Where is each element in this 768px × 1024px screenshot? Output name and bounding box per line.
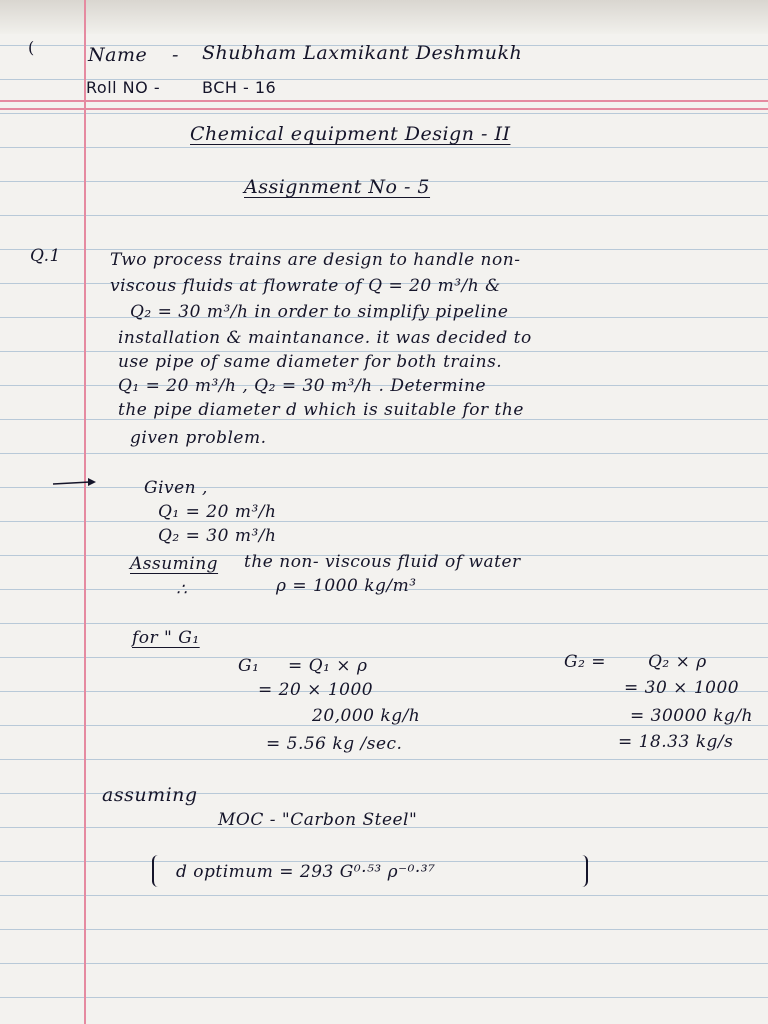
name-label: Name	[88, 44, 148, 66]
for-g1-label: for " G₁	[132, 628, 200, 648]
question-line-8: given problem.	[130, 428, 267, 448]
g1-equation: = Q₁ × ρ	[288, 656, 368, 676]
name-dash: -	[172, 44, 179, 66]
moc-text: MOC - "Carbon Steel"	[218, 810, 418, 830]
g2-step-2: = 30000 kg/h	[630, 706, 753, 726]
question-line-2: viscous fluids at flowrate of Q = 20 m³/h &	[110, 276, 501, 296]
g2-equation: Q₂ × ρ	[648, 652, 707, 672]
header-red-rule-2	[0, 108, 768, 110]
question-line-4: installation & maintanance. it was decided to	[118, 328, 532, 348]
given-q2: Q₂ = 30 m³/h	[158, 526, 277, 546]
roll-value: BCH - 16	[202, 78, 277, 97]
question-line-3: Q₂ = 30 m³/h in order to simplify pipeline	[130, 302, 509, 322]
g1-step-2: 20,000 kg/h	[312, 706, 421, 726]
given-label: Given ,	[144, 478, 208, 498]
question-number: Q.1	[30, 246, 61, 266]
question-line-7: the pipe diameter d which is suitable for the	[118, 400, 524, 420]
assignment-title: Assignment No - 5	[244, 176, 431, 198]
page-top-shadow	[0, 0, 768, 34]
question-line-6: Q₁ = 20 m³/h , Q₂ = 30 m³/h . Determine	[118, 376, 487, 396]
subject-title: Chemical equipment Design - II	[190, 123, 511, 145]
therefore-symbol: ∴	[176, 580, 188, 600]
header-red-rule-1	[0, 100, 768, 102]
arrow-icon	[52, 476, 96, 490]
g1-step-1: = 20 × 1000	[258, 680, 374, 700]
question-line-5: use pipe of same diameter for both trains.	[118, 352, 503, 372]
g2-label: G₂ =	[564, 652, 607, 672]
assuming-label: assuming	[102, 784, 198, 806]
g1-label: G₁	[238, 656, 260, 676]
g2-step-1: = 30 × 1000	[624, 678, 740, 698]
question-line-1: Two process trains are design to handle non-	[110, 250, 521, 270]
density-value: ρ = 1000 kg/m³	[276, 576, 417, 596]
g2-step-3: = 18.33 kg/s	[618, 732, 734, 752]
assumption-text: the non- viscous fluid of water	[244, 552, 521, 572]
assumption-prefix: Assuming	[130, 554, 219, 574]
top-margin-mark: (	[28, 38, 35, 57]
optimum-diameter-formula: d optimum = 293 G⁰·⁵³ ρ⁻⁰·³⁷	[176, 862, 436, 882]
name-value: Shubham Laxmikant Deshmukh	[202, 42, 523, 64]
roll-label: Roll NO -	[86, 78, 161, 97]
g1-step-3: = 5.56 kg /sec.	[266, 734, 403, 754]
red-margin-line	[84, 0, 86, 1024]
given-q1: Q₁ = 20 m³/h	[158, 502, 277, 522]
